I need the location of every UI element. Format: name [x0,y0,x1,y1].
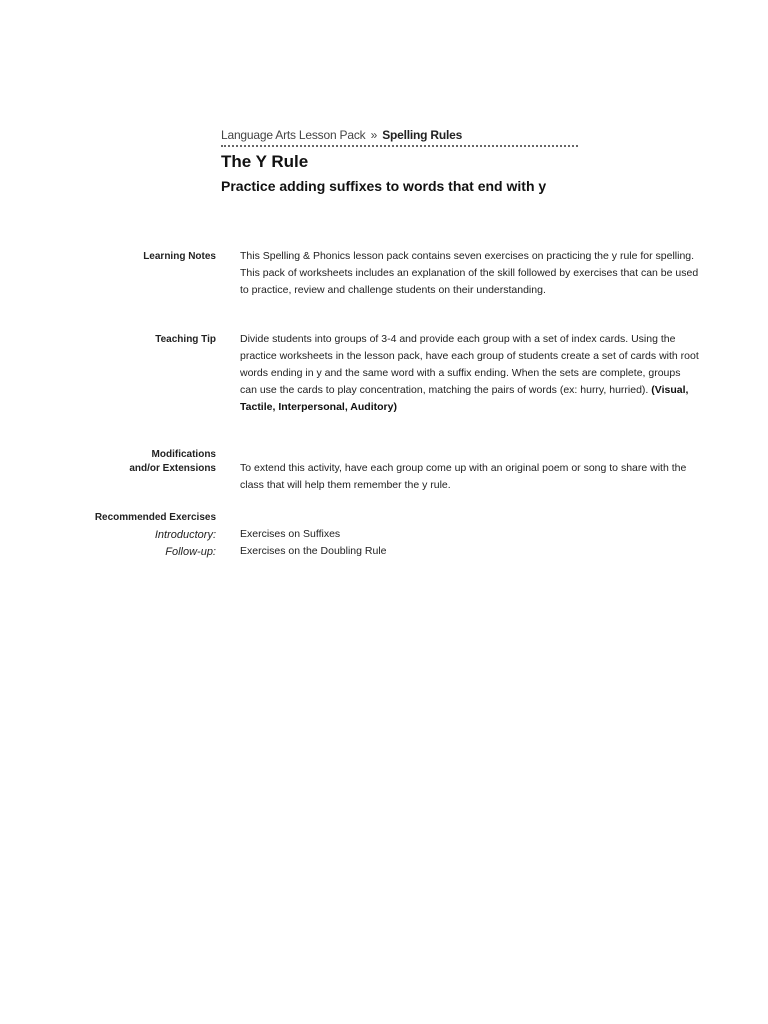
learning-notes-text: This Spelling & Phonics lesson pack contains seven exercises on practicing the y rule for spelling. This pack of worksheets includes an explanation of the skill followed by exercises that can be used to practice, review and challenge students on their understanding. [240,250,699,296]
modifications-text: To extend this activity, have each group come up with an original poem or song to share with the class that will help them remember the y rule. [240,462,687,491]
learning-notes-label: Learning Notes [143,251,216,262]
page-title: The Y Rule [221,152,309,171]
breadcrumb-separator: » [370,128,378,142]
follow-up-exercise: Exercises on the Doubling Rule [240,545,387,557]
introductory-exercise: Exercises on Suffixes [240,528,341,540]
follow-up-label: Follow-up: [165,546,216,558]
breadcrumb-pack: Language Arts Lesson Pack [221,128,366,142]
teaching-tip-label: Teaching Tip [155,334,216,345]
modifications-label-line1: Modifications [151,449,216,460]
page-header [221,128,581,194]
modifications-label [36,448,216,476]
teaching-tip-text [240,331,700,416]
teaching-tip-modalities: (Visual, Tactile, Interpersonal, Auditory) [240,384,689,413]
modifications-label-line2: and/or Extensions [129,463,216,474]
recommended-exercises-label: Recommended Exercises [94,512,216,523]
breadcrumb [221,128,581,142]
teaching-tip-body: Divide students into groups of 3-4 and provide each group with a set of index cards. Using the practice worksheets in the lesson pack, have each group of students create a set of cards with root words ending in y and the same word with a suffix ending. When the sets are complete, groups can use the cards to play concentration, matching the pairs of words (ex: hurry, hurried). [240,333,699,396]
introductory-label: Introductory: [154,529,216,541]
page-subtitle: Practice adding suffixes to words that end with y [221,178,547,194]
dotted-divider [221,145,578,147]
breadcrumb-current: Spelling Rules [382,128,463,142]
